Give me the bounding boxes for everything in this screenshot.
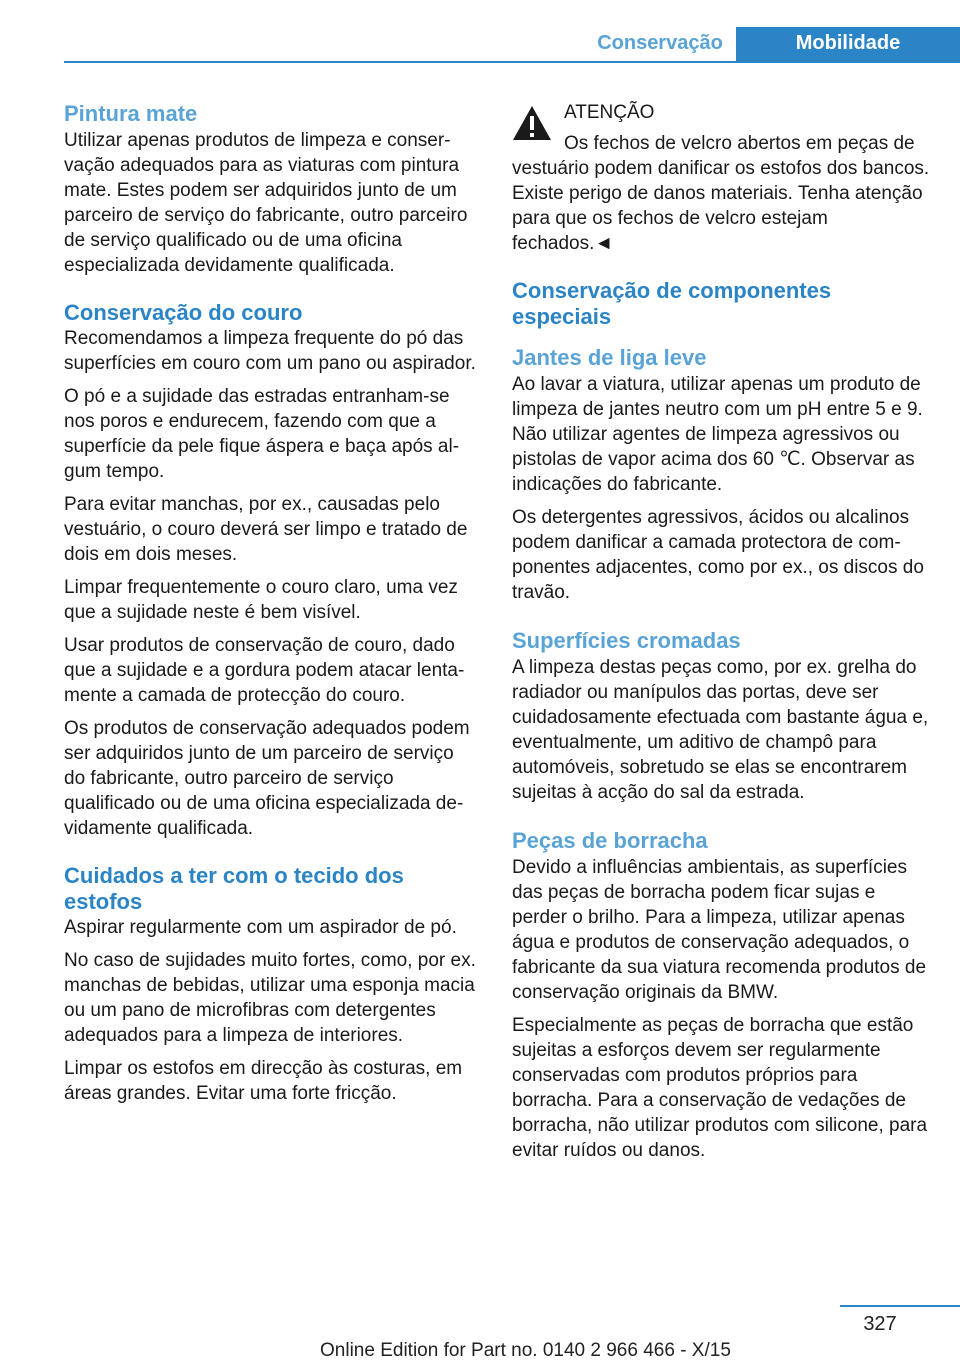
- section-tab-conservacao: Conservação: [585, 27, 735, 61]
- paragraph: Limpar os estofos em direcção às costuras, em áreas grandes. Evitar uma forte fricção.: [64, 1058, 463, 1104]
- warning-title: ATENÇÃO: [564, 102, 655, 123]
- paragraph: Os produtos de conservação adequados podem ser adquiridos junto de um parceiro de serviço do fabricante, outro parceiro de serviço qualificado ou de uma oficina especializada devidamente qualificada.: [64, 718, 470, 839]
- paragraph: Aspirar regularmente com um aspirador de pó.: [64, 917, 457, 938]
- footer-rule: [840, 1305, 960, 1307]
- heading-componentes-especiais: Conservação de componentes especiais: [512, 278, 832, 329]
- heading-conservacao-couro: Conservação do couro: [64, 300, 303, 325]
- paragraph: Limpar frequentemente o couro claro, uma vez que a sujidade neste é bem visível.: [64, 577, 458, 623]
- warning-text-first-line: Os fechos de velcro abertos em peças de: [564, 133, 915, 154]
- warning-icon: [512, 104, 552, 142]
- paragraph: Usar produtos de conservação de couro, dado que a sujidade e a gordura podem atacar lentamente a camada de protecção do couro.: [64, 635, 465, 706]
- section-tab-mobilidade: Mobilidade: [736, 27, 960, 61]
- paragraph: Ao lavar a viatura, utilizar apenas um produto de limpeza de jantes neutro com um pH entre 5 e 9. Não utilizar agentes de limpeza agressivos ou pistolas de vapor acima dos 60 ℃. Observar as indicações do fabricante.: [512, 374, 923, 495]
- paragraph: Especialmente as peças de borracha que estão sujeitas a esforços devem ser regularmente conservadas com produtos próprios para borracha. Para a conservação de vedações de borracha, não utilizar produtos com silicone, para evitar ruídos ou danos.: [512, 1015, 928, 1161]
- heading-cromadas: Superfícies cromadas: [512, 628, 741, 653]
- right-column: [512, 100, 932, 1171]
- paragraph: Recomendamos a limpeza frequente do pó das superfícies em couro com um pano ou aspirador.: [64, 328, 476, 374]
- paragraph: Devido a influências ambientais, as superfícies das peças de borracha podem ficar sujas e perder o brilho. Para a limpeza, utilizar apenas água e produtos de conservação adequados, o fabricante da sua viatura recomenda produtos de conservação originais da BMW.: [512, 857, 927, 1003]
- left-column: [64, 100, 480, 1114]
- page-header: [0, 0, 960, 62]
- paragraph: Utilizar apenas produtos de limpeza e conservação adequados para as viaturas com pintura mate. Estes podem ser adquiridos junto de um parceiro de serviço do fabricante, outro parceiro de serviço qualificado ou de uma oficina especializada devidamente qualificada.: [64, 130, 468, 276]
- warning-text: vestuário podem danificar os estofos dos bancos. Existe perigo de danos materiais. Tenha atenção para que os fechos de velcro estejam fechados.◄: [512, 158, 930, 254]
- paragraph: O pó e a sujidade das estradas entranham-se nos poros e endurecem, fazendo com que a superfície da pele fique áspera e baça após algum tempo.: [64, 386, 460, 482]
- warning-block: [512, 100, 932, 156]
- edition-footer: Online Edition for Part no. 0140 2 966 466 - X/15: [320, 1340, 731, 1361]
- paragraph: A limpeza destas peças como, por ex. grelha do radiador ou manípulos das portas, deve ser cuidadosamente efectuada com bastante água e, eventualmente, um aditivo de champô para automóveis, sobretudo se elas se encontrarem sujeitas à acção do sal da estrada.: [512, 657, 929, 803]
- paragraph: No caso de sujidades muito fortes, como, por ex. manchas de bebidas, utilizar uma esponja macia ou um pano de microfibras com detergentes adequados para a limpeza de interiores.: [64, 950, 476, 1046]
- heading-borracha: Peças de borracha: [512, 828, 708, 853]
- header-rule: [64, 61, 960, 63]
- heading-tecido-estofos: Cuidados a ter com o tecido dos estofos: [64, 863, 404, 914]
- heading-jantes: Jantes de liga leve: [512, 345, 707, 370]
- page-number: 327: [863, 1313, 897, 1335]
- paragraph: Os detergentes agressivos, ácidos ou alcalinos podem danificar a camada protectora de componentes adjacentes, como por ex., os discos do travão.: [512, 507, 924, 603]
- paragraph: Para evitar manchas, por ex., causadas pelo vestuário, o couro deverá ser limpo e tratado de dois em dois meses.: [64, 494, 468, 565]
- heading-pintura-mate: Pintura mate: [64, 101, 198, 126]
